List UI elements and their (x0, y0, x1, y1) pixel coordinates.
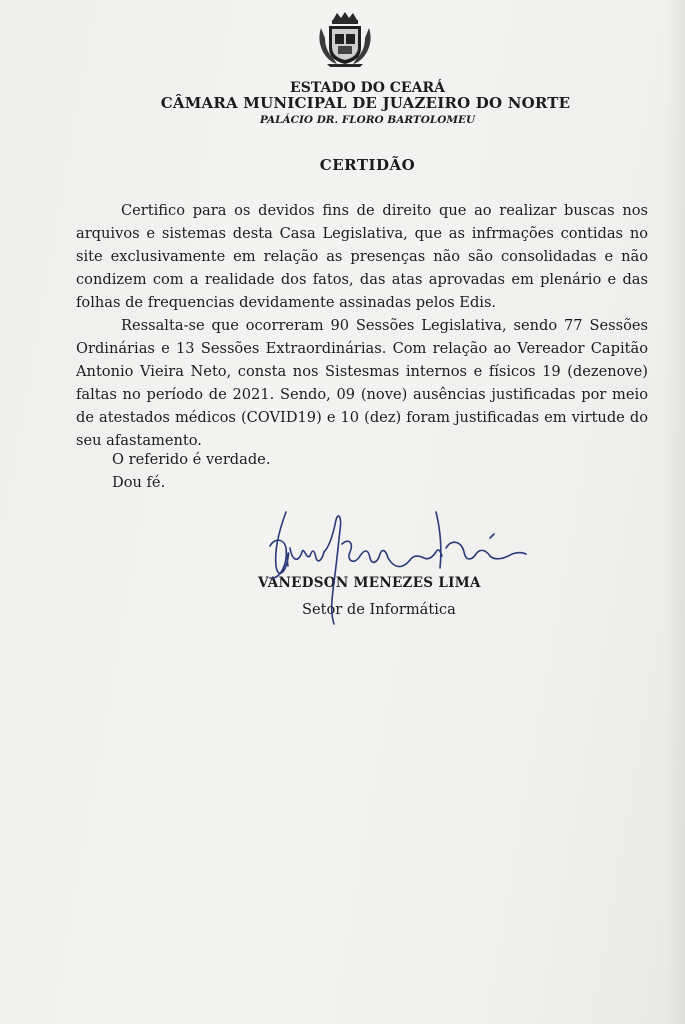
signer-name: VANEDSON MENEZES LIMA (258, 575, 481, 591)
body-paragraph: Certifico para os devidos fins de direito que ao realizar buscas nos arquivos e sistemas desta Casa Legislativa, que as infrmações contidas no site exclusivamente em relação as presenças não são consolidadas e não condizem com a realidade dos fatos, das atas aprovadas em plenário e das folhas de frequencias devidamente assinadas pelos Edis. (76, 202, 648, 311)
handwritten-signature-icon (250, 508, 540, 628)
palace-subheading: PALÁCIO DR. FLORO BARTOLOMEU (259, 114, 476, 126)
page-edge-shadow (667, 0, 685, 1024)
closing-line: Dou fé. (112, 474, 166, 491)
signer-sector: Setor de Informática (302, 601, 456, 618)
body-paragraph: Ressalta-se que ocorreram 90 Sessões Legislativa, sendo 77 Sessões Ordinárias e 13 Sessões Extraordinárias. Com relação ao Vereador Capitão Antonio Vieira Neto, consta nos Sistesmas internos e físicos 19 (dezenove) faltas no período de 2021. Sendo, 09 (nove) ausências justificadas por meio de atestados médicos (COVID19) e 10 (dez) foram justificadas em virtude do seu afastamento. (76, 317, 648, 449)
chamber-heading: CÂMARA MUNICIPAL DE JUAZEIRO DO NORTE (160, 94, 571, 112)
closing-block (112, 448, 270, 494)
document-title: CERTIDÃO (319, 156, 416, 174)
certificate-body (76, 199, 648, 452)
state-heading: ESTADO DO CEARÁ (290, 80, 445, 96)
municipal-coat-of-arms-icon (313, 10, 377, 68)
closing-line: O referido é verdade. (112, 451, 271, 468)
